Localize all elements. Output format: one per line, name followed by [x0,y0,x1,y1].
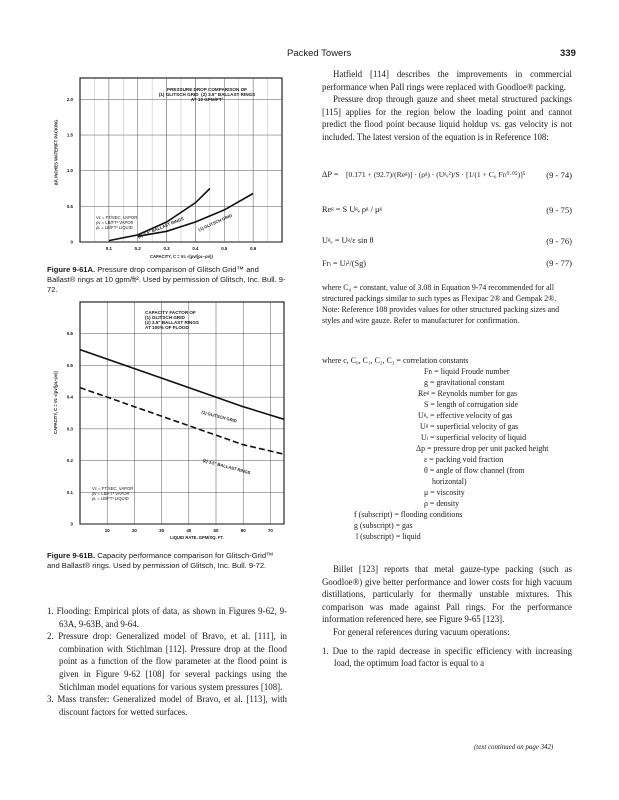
x-tick-label: 50 [213,528,219,533]
figure-9-61a-legend: Vᴄ = FT/SEC, VAPOR ρᴠ = LB/FT³ VAPOR ρʟ = LB/FT³ LIQUID [96,215,138,231]
nomenclature-item: f (subscript) = flooding conditions [354,510,463,519]
list-item: 1. Flooding: Empirical plots of data, as shown in Figures 9-62, 9-63A, 9-63B, and 9-64. [47,606,287,629]
equation-9-76-body: Uᵍₑ = Uᵍ/ε sin θ [322,236,374,245]
figure-9-61b-caption-text: Capacity performance comparison for Glitsch-Grid™ and Ballast® rings. Used by permission of Glitsch, Inc. Bull. 9-72. [47,551,274,570]
figure-9-61b-caption [47,551,287,571]
x-tick-label: 0.5 [221,246,228,251]
method-list [47,605,287,718]
paragraph: For general references during vacuum operations: [333,626,510,637]
nomenclature-item: Uₗ = superficial velocity of liquid [421,433,527,442]
nomenclature-item: g (subscript) = gas [354,521,413,530]
x-tick-label: 0.2 [134,246,141,251]
paragraph: Hatfield [114] describes the improvements in commercial performance when Pall rings were replaced with Goodloe® packing. [322,69,572,92]
equation-9-77-number: (9 - 77) [546,258,572,268]
nomenclature-item: Uᵍₑ = effective velocity of gas [418,411,513,420]
x-tick-label: 20 [131,528,137,533]
figure-9-61b-caption-label: Figure 9-61B. [47,551,96,560]
y-tick-label: 1.0 [66,168,73,174]
equation-9-75-body: Reᵍ = S Uᵍₑ ρᵍ / μᵍ [322,205,382,214]
figure-9-61a-curve1-label: (1) GLITSCH GRID [197,212,233,233]
paragraph: Pressure drop through gauze and sheet metal structured packings [115] applies for the region below the loading point and cannot predict the flood point because liquid holdup vs. gas velocity is not included. The latest version of the equation is in Reference 108: [322,94,572,142]
paragraph: Billet [123] reports that metal gauze-type packing (such as Goodloe®) give better performance and lower costs for high vacuum distillations, particularly for thermally unstable mixtures. This comparison was made against Pall rings. For the performance information referenced here, see Figure 9-65 [123]. [322,564,572,625]
nomenclature-item: ε = packing void fraction [424,455,504,464]
y-tick-label: 0.4 [66,394,73,400]
y-tick-label: 0.6 [66,331,73,337]
y-tick-label: 2.0 [66,96,73,102]
figure-9-61b-chart [42,296,292,542]
list-item: 1. Due to the rapid decrease in specific efficiency with increasing load, the optimum load factor is equal to a [322,645,572,669]
x-tick-label: 30 [159,528,165,533]
equation-9-75-number: (9 - 75) [546,205,572,215]
x-tick-label: 10 [104,528,110,533]
figure-9-61b-xlabel: LIQUID RATE, GPM/SQ. FT. [170,535,224,540]
nomenclature-item: where c, C₀, C₁, C₂, C₃ = correlation constants [322,356,469,365]
equation-9-76 [322,236,572,252]
x-tick-label: 0.6 [250,246,257,251]
x-tick-label: 70 [267,528,273,533]
series-line-1 [80,350,284,420]
nomenclature-item: ρ = density [424,499,460,508]
y-tick-label: 0.5 [66,203,73,209]
y-tick-label: 0 [70,521,73,527]
nomenclature-item: horizontal) [432,477,467,486]
figure-9-61b-ylabel: CAPACITY, C = Vᴄ √(ρᴠ/(ρʟ−ρᴠ)) [53,371,58,434]
y-tick-label: 0 [70,239,73,245]
y-tick-label: 1.5 [66,132,73,138]
figure-9-61a-caption [47,265,287,294]
right-column-closing [322,563,572,670]
nomenclature-item: μ = viscosity [424,488,465,497]
nomenclature-item: θ = angle of flow channel (from [424,466,525,475]
nomenclature-item: Reᵍ = Reynolds number for gas [418,389,518,398]
figure-9-61a-curve2-label: (2) 3.5" BALLAST RINGS [136,215,185,240]
figure-9-61b-panel-title: CAPACITY FACTOR OF (1) GLITSCH GRID (2) 3.5" BALLAST RINGS AT 100% OF FLOOD [145,310,199,331]
page-number: 339 [560,48,576,59]
figure-9-61a-chart [42,70,292,260]
nomenclature-item: Δp = pressure drop per unit packed height [416,444,549,453]
running-header-title: Packed Towers [287,48,352,59]
equation-9-74-lhs: ΔP = [322,170,339,179]
figure-9-61b-plot [42,296,292,542]
x-tick-label: 40 [186,528,192,533]
x-tick-label: 0.4 [192,246,199,251]
continuation-note: (text continued on page 342) [474,744,554,751]
equation-9-76-number: (9 - 76) [546,236,572,246]
figure-9-61a-xlabel: CAPACITY, C = Vᴄ √(ρᴠ/(ρʟ−ρᴠ)) [150,254,213,259]
left-column-text [47,605,287,718]
equation-9-74-body: [0.171 + (92.7)/(Reᵍ)] · (ρᵍ) · (Uᵍₑ²)/S · [1/(1 + C₀ Frₗ⁰·⁰⁵)]⁵ [346,170,526,179]
figure-9-61a-caption-label: Figure 9-61A. [47,265,96,274]
equation-9-77-body: Frₗ = Uₗ²/(Sg) [322,259,367,268]
nomenclature-item: l (subscript) = liquid [356,532,421,541]
figure-9-61b-curve2-label: (2) 3.5" BALLAST RINGS [202,457,252,476]
nomenclature-item: g = gravitational constant [424,378,505,387]
x-tick-label: 0.1 [105,246,112,251]
right-column-intro [322,68,572,144]
x-tick-label: 60 [240,528,246,533]
equation-9-74-number: (9 - 74) [546,170,572,180]
figure-9-61a-caption-text: Pressure drop comparison of Glitsch Grid™ and Ballast® rings at 10 gpm/ft². Used by permission of Glitsch, Inc. Bull. 9-72. [47,265,286,294]
list-item: 2. Pressure drop: Generalized model of Bravo, et al. [111], in combination with Stichlman [112]. Pressure drop at the flood point as a function of the flow parameter at the flood point is given in Figure 9-62 [108] for several packings using the Stichlman model equations for various system pressures [108]. [47,631,287,692]
constant-definition: where C₀ = constant, value of 3.08 in Equation 9-74 recommended for all structured packings similar to such types as Flexipac 2® and Gempak 2®. Note: Reference 108 provides values for other structured packing sizes and styles and wire gauze. Refer to manufacturer for confirmation. [322,283,560,326]
equation-9-77 [322,258,572,274]
x-tick-label: 0.3 [163,246,170,251]
figure-9-61b-legend: Vᴄ = FT/SEC, VAPOR ρᴠ = LB/FT³ VAPOR ρʟ = LB/FT³ LIQUID [92,486,134,502]
y-tick-label: 0.3 [66,426,73,432]
series-line-2 [80,388,284,455]
nomenclature-item: Frₗ = liquid Froude number [424,367,510,376]
equation-9-74 [322,164,572,190]
y-tick-label: 0.5 [66,362,73,368]
equation-9-75 [322,205,572,221]
nomenclature-item: S = length of corrugation side [424,400,519,409]
figure-9-61a-ylabel: ΔP, INCHES WATER/FT PACKING [53,119,59,186]
list-item: 3. Mass transfer: Generalized model of Bravo, et al. [113], with discount factors for wetted surfaces. [47,694,287,717]
y-tick-label: 0.2 [66,458,73,464]
y-tick-label: 0.1 [66,489,73,495]
nomenclature-item: Uᵍ = superficial velocity of gas [420,422,519,431]
figure-9-61b-curve1-label: (1) GLITSCH GRID [200,409,238,424]
figure-9-61a-panel-title: PRESSURE DROP COMPARISON OF (1) GLITSCH GRID (2) 3.5" BALLAST RINGS AT 10 GPM/FT² [158,87,256,103]
